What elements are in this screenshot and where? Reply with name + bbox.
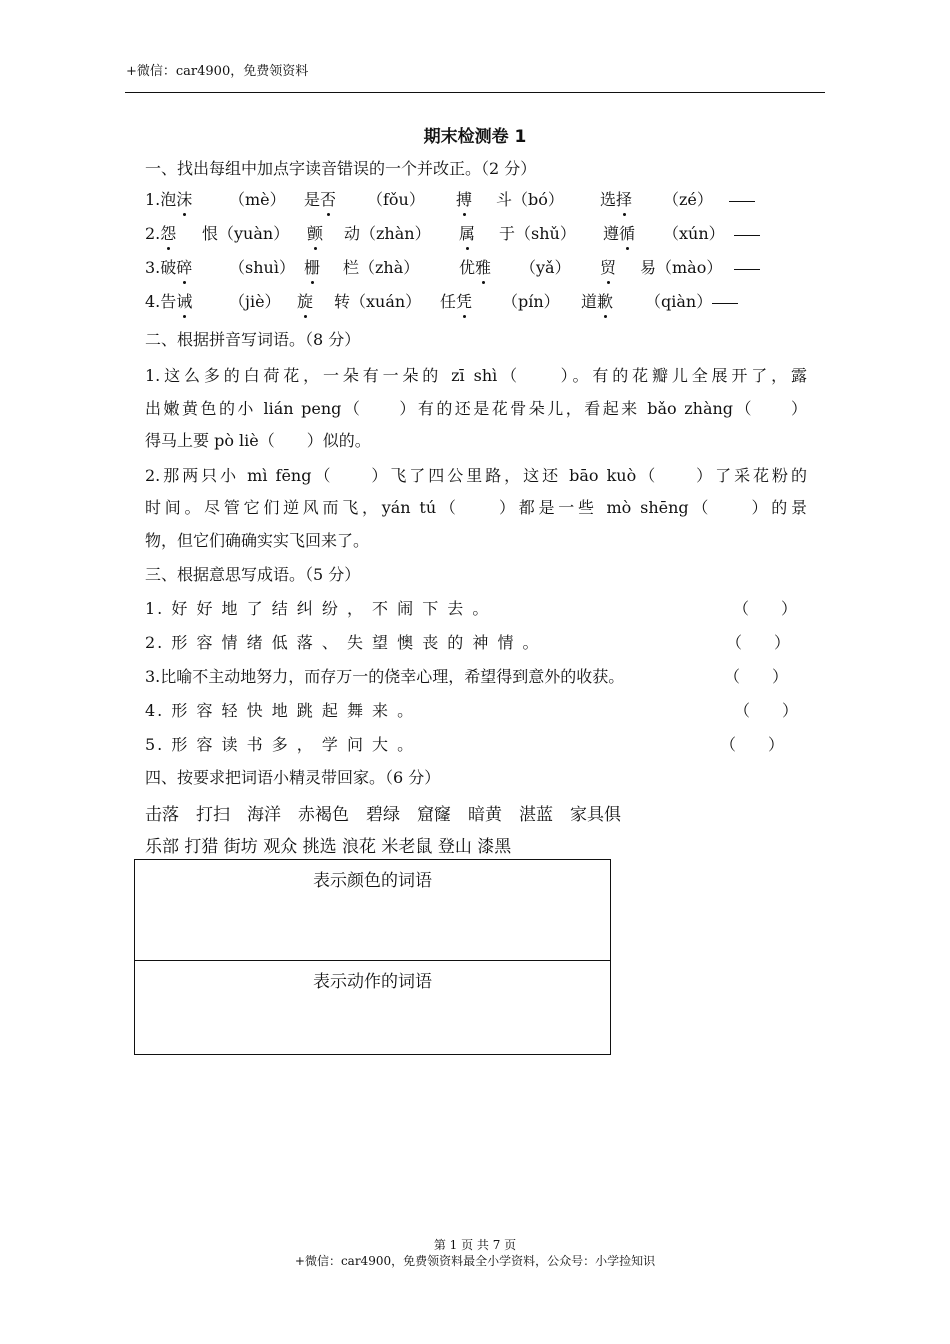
s1-r1-pinyin2: （fǒu） [367, 190, 425, 209]
s1-r4-blank [712, 289, 738, 308]
s3-answer-1: （ ） [733, 599, 798, 618]
page-number: 第 1 页 共 7 页 [433, 1238, 517, 1252]
header-note: +微信：car4900，免费领资料 [126, 64, 309, 79]
sort-table [134, 859, 611, 1055]
s1-r2-pinyin2: 动（zhàn） [344, 224, 431, 243]
s1-r2-word2: 颤 [307, 224, 324, 243]
s1-r3-word2: 栅 [304, 258, 321, 277]
section1-heading: 一、找出每组中加点字读音错误的一个并改正。（2 分） [145, 159, 537, 178]
header-divider [125, 92, 825, 93]
s1-r4-word2: 旋 [297, 292, 314, 311]
s1-r2-pinyin4: （xún） [663, 224, 725, 243]
s1-r4-word3: 任凭 [440, 292, 473, 311]
section2-heading: 二、根据拼音写词语。（8 分） [145, 330, 361, 349]
s1-r1-pinyin1: （mè） [229, 190, 286, 209]
s1-r3-word1: 3.破碎 [145, 258, 193, 277]
s3-answer-2: （ ） [726, 633, 791, 652]
s2-line-6: 物，但它们确确实实飞回来了。 [145, 531, 370, 550]
s1-r3-word3: 优雅 [459, 258, 492, 277]
s1-r1-blank [729, 187, 755, 206]
s1-r1-pinyin4: （zé） [663, 190, 713, 209]
s2-line-2: 出嫩黄色的小 lián peng（ ）有的还是花骨朵儿，看起来 bǎo zhàng（ ） [145, 399, 807, 418]
s3-answer-3: （ ） [724, 667, 789, 686]
sort-row-actions-label: 表示动作的词语 [313, 972, 432, 992]
s1-r1-word3: 搏 [456, 190, 473, 209]
s1-r1-word2: 是否 [304, 190, 337, 209]
s4-words-line-1: 击落 打扫 海洋 赤褐色 碧绿 窟窿 暗黄 湛蓝 家具俱 [145, 805, 621, 825]
s4-words-line-2: 乐部 打猎 街坊 观众 挑选 浪花 米老鼠 登山 漆黑 [145, 837, 512, 857]
s1-r4-pinyin3: （pín） [502, 292, 560, 311]
s1-r3-word4: 贸 [600, 258, 617, 277]
s1-r4-word1: 4.告诫 [145, 292, 193, 311]
s1-r3-blank [734, 255, 760, 274]
s1-r2-word4: 遵循 [603, 224, 636, 243]
s2-line-1: 1.这么多的白荷花，一朵有一朵的 zī shì（ ）。有的花瓣儿全展开了，露 [145, 366, 807, 385]
s1-r3-pinyin1: （shuì） [229, 258, 295, 277]
s1-r3-pinyin2: 栏（zhà） [343, 258, 420, 277]
s1-r3-pinyin3: （yǎ） [520, 258, 571, 277]
sort-row-actions[interactable] [135, 960, 610, 1054]
footer-note: +微信：car4900，免费领资料最全小学资料，公众号：小学捡知识 [294, 1254, 656, 1268]
s1-r2-blank [734, 221, 760, 240]
section3-heading: 三、根据意思写成语。（5 分） [145, 565, 361, 584]
s2-line-4: 2.那两只小 mì fēng（ ）飞了四公里路，这还 bāo kuò（ ）了采花粉的 [145, 466, 807, 485]
s1-r1-word4: 选择 [600, 190, 633, 209]
sort-row-colors-label: 表示颜色的词语 [313, 871, 432, 891]
s3-item-5: 5. 形 容 读 书 多 ， 学 问 大 。 [145, 735, 416, 754]
s3-item-2: 2. 形 容 情 绪 低 落 、 失 望 懊 丧 的 神 情 。 [145, 633, 541, 652]
s2-line-5: 时间。尽管它们逆风而飞，yán tú（ ）都是一些 mò shēng（ ）的景 [145, 498, 807, 517]
s1-r4-pinyin1: （jiè） [229, 292, 281, 311]
s3-answer-5: （ ） [720, 735, 785, 754]
s1-r1-word3b: 斗（bó） [496, 190, 564, 209]
s3-item-3: 3.比喻不主动地努力，而存万一的侥幸心理，希望得到意外的收获。 [145, 667, 625, 686]
section4-heading: 四、按要求把词语小精灵带回家。（6 分） [145, 768, 441, 787]
s1-r3-pinyin4: 易（mào） [640, 258, 723, 277]
s3-item-1: 1. 好 好 地 了 结 纠 纷 ， 不 闹 下 去 。 [145, 599, 491, 618]
s1-r4-pinyin2: 转（xuán） [334, 292, 422, 311]
s1-r4-pinyin4: （qiàn） [645, 292, 713, 311]
s1-r1-word1: 1.泡沫 [145, 190, 193, 209]
page-title: 期末检测卷 1 [423, 127, 527, 147]
sort-row-colors[interactable] [135, 860, 610, 960]
s1-r2-pinyin1: 恨（yuàn） [202, 224, 290, 243]
s1-r2-word3: 属 [459, 224, 476, 243]
s3-answer-4: （ ） [734, 701, 799, 720]
s2-line-3: 得马上要 pò liè（ ）似的。 [145, 431, 371, 450]
s3-item-4: 4. 形 容 轻 快 地 跳 起 舞 来 。 [145, 701, 416, 720]
s1-r4-word4: 道歉 [581, 292, 614, 311]
s1-r2-word1: 2.怨 [145, 224, 177, 243]
s1-r2-pinyin3: 于（shǔ） [499, 224, 576, 243]
